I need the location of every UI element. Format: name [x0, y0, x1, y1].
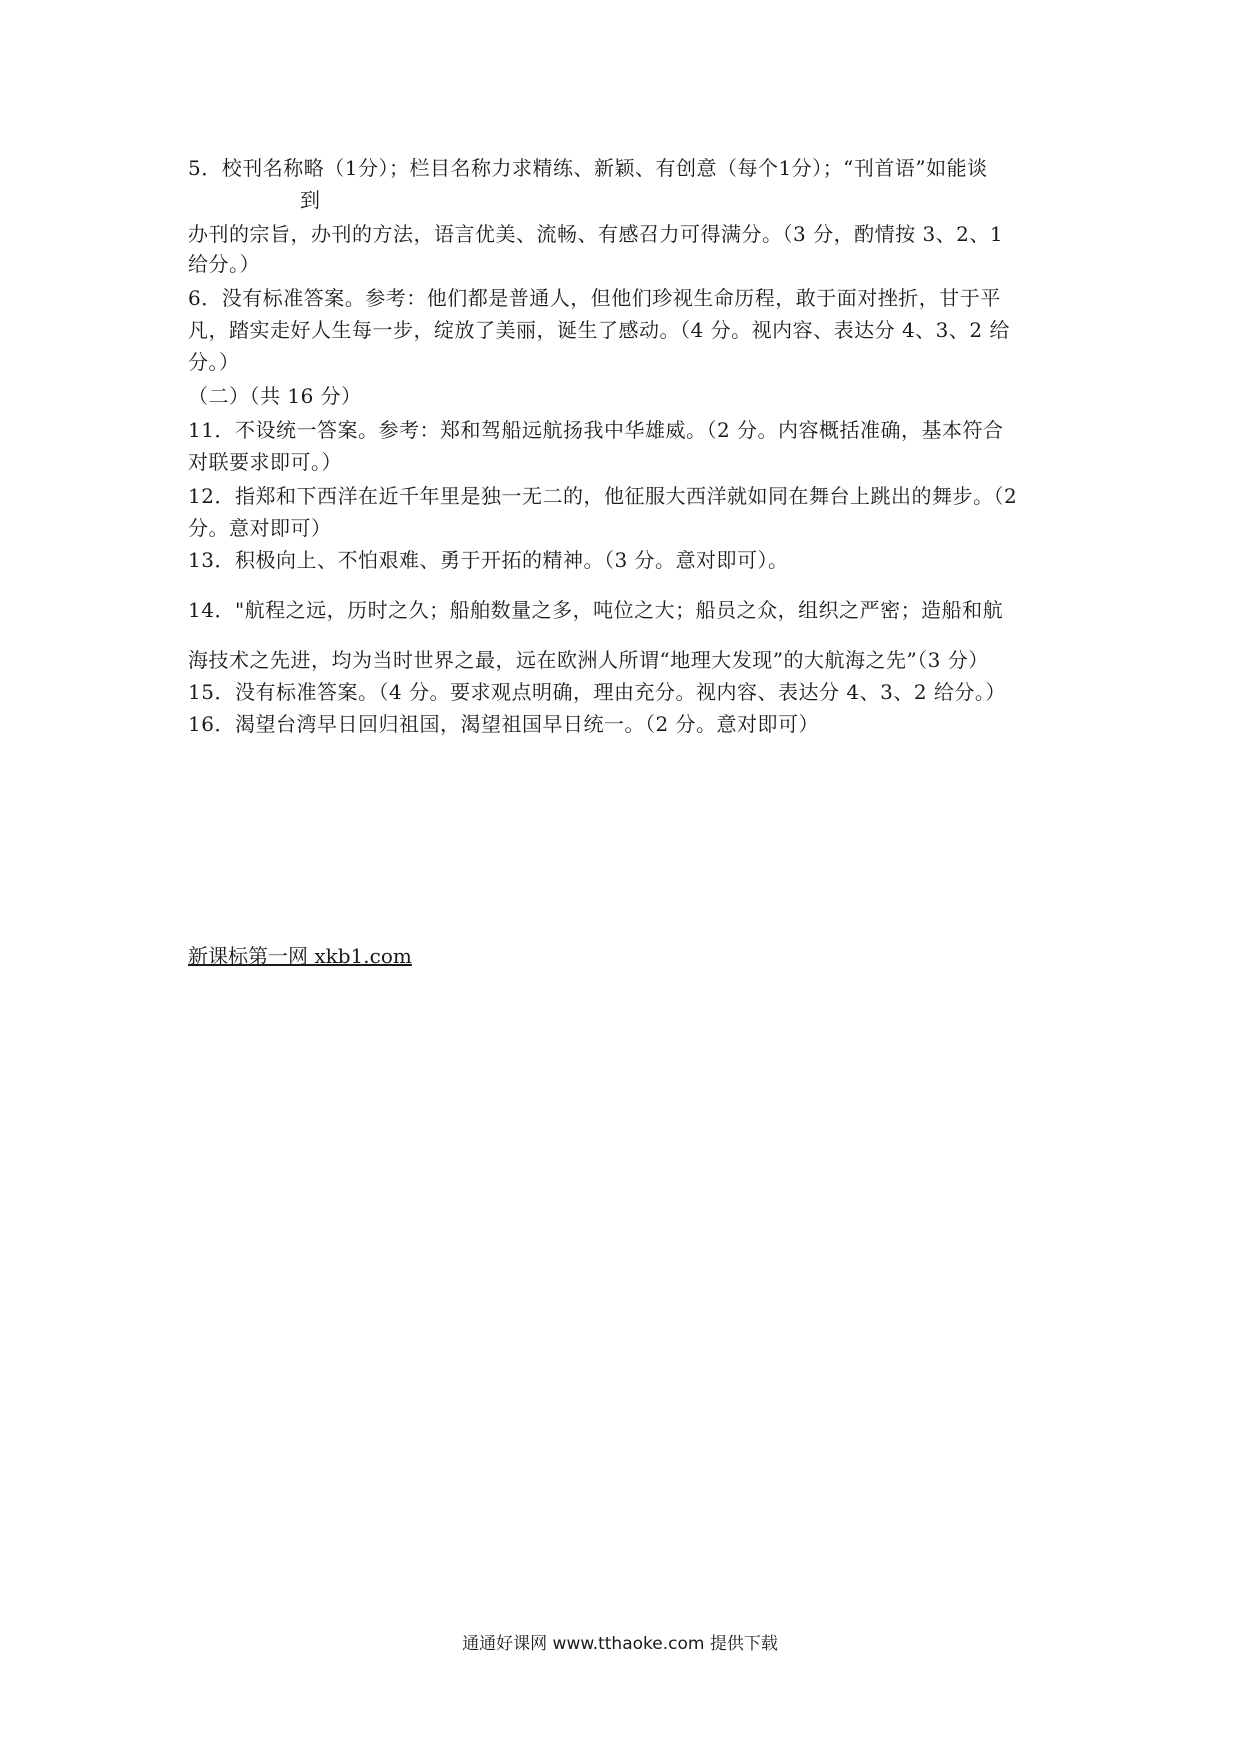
answer-line: 5．校刊名称略（1分）；栏目名称力求精练、新颖、有创意（每个1分）；“刊首语”如能谈 [188, 156, 988, 180]
answer-line: 分。意对即可） [188, 516, 332, 540]
site-link[interactable]: 新课标第一网 xkb1.com [188, 944, 412, 968]
answer-line: 对联要求即可。） [188, 450, 342, 474]
answer-line: 分。） [188, 350, 240, 374]
answer-line: 13．积极向上、不怕艰难、勇于开拓的精神。（3 分。意对即可）。 [188, 548, 789, 572]
answer-line: 16．渴望台湾早日回归祖国，渴望祖国早日统一。（2 分。意对即可） [188, 712, 820, 736]
answer-line: 到 [300, 188, 321, 212]
answer-line: 6．没有标准答案。参考：他们都是普通人，但他们珍视生命历程，敢于面对挫折，甘于平 [188, 286, 1001, 310]
answer-line: 15．没有标准答案。（4 分。要求观点明确，理由充分。视内容、表达分 4、3、2 给分。） [188, 680, 1006, 704]
answer-line: 12．指郑和下西洋在近千年里是独一无二的，他征服大西洋就如同在舞台上跳出的舞步。（2 [188, 484, 1018, 508]
answer-line: 给分。） [188, 252, 260, 276]
page-footer: 通通好课网 www.tthaoke.com 提供下载 [462, 1634, 778, 1654]
answer-line: 11．不设统一答案。参考：郑和驾船远航扬我中华雄威。（2 分。内容概括准确，基本符合 [188, 418, 1004, 442]
answer-line: 办刊的宗旨，办刊的方法，语言优美、流畅、有感召力可得满分。（3 分，酌情按 3、2、1 [188, 222, 1004, 246]
answer-line: 海技术之先进，均为当时世界之最，远在欧洲人所谓“地理大发现”的大航海之先”（3 分） [188, 648, 989, 672]
answer-line: 凡，踏实走好人生每一步，绽放了美丽，诞生了感动。（4 分。视内容、表达分 4、3、2 给 [188, 318, 1010, 342]
section-heading: （二）（共 16 分） [188, 384, 362, 408]
answer-line: 14．"航程之远，历时之久；船舶数量之多，吨位之大；船员之众，组织之严密；造船和航 [188, 598, 1004, 622]
